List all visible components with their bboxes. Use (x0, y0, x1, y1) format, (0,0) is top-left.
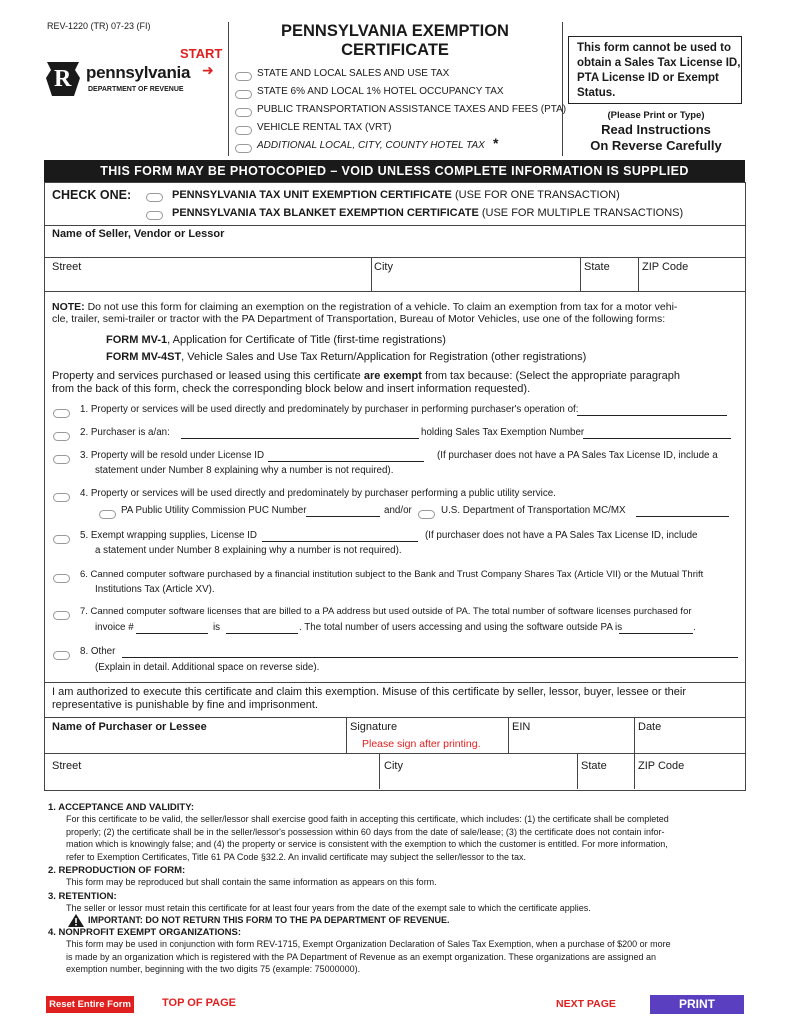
reset-form-button[interactable]: Reset Entire Form (46, 996, 134, 1013)
intro-text: from the back of this form, check the corresponding block below and insert information requested). (52, 383, 531, 395)
notice-line: obtain a Sales Tax License ID, (577, 57, 741, 69)
notice-text (577, 41, 740, 101)
unit-exemption-radio[interactable] (146, 193, 163, 202)
blanket-exemption-option (172, 207, 683, 219)
read-line: Read Instructions (601, 122, 711, 137)
warning-icon (68, 914, 84, 927)
instruction-4-body (48, 938, 748, 976)
seller-state-field[interactable] (584, 274, 636, 290)
purchaser-state-field[interactable] (581, 773, 631, 787)
divider (44, 717, 745, 718)
tax-option-local-hotel-radio[interactable] (235, 144, 252, 153)
divider (44, 257, 745, 258)
blanket-exemption-radio[interactable] (146, 211, 163, 220)
reason-2-purchaser-type-field[interactable] (181, 438, 419, 439)
signature-label: Signature (350, 721, 398, 733)
instruction-line: mation which is knowingly false; and (4) the property or service is consistent with the exemption to which the customer is entitled. For more information, (66, 839, 668, 849)
reason-4-puc-radio[interactable] (99, 510, 116, 519)
logo-dept: DEPARTMENT OF REVENUE (88, 86, 184, 93)
notice-line: This form cannot be used to (577, 42, 731, 54)
seller-state-label: State (584, 261, 610, 273)
reason-4-puc-field[interactable] (306, 516, 380, 517)
note-label: NOTE: (52, 301, 85, 313)
tax-option-pta-radio[interactable] (235, 108, 252, 117)
purchaser-zip-field[interactable] (638, 773, 742, 787)
reason-5-text: 5. Exempt wrapping supplies, License ID (80, 530, 257, 541)
instruction-line: exemption number, beginning with the two digits 75 (example: 75000000). (66, 964, 361, 974)
tax-option-label: STATE 6% AND LOCAL 1% HOTEL OCCUPANCY TAX (257, 86, 504, 97)
reason-3-radio[interactable] (53, 455, 70, 464)
instruction-line: refer to Exemption Certificates, Title 61 PA Code §32.2. An invalid certificate may subject the seller/lessor to the tax. (66, 851, 527, 862)
note-line: cle, trailer, semi-trailer or tractor with the PA Department of Transportation, Bureau of Motor Vehicles, use one of the following forms: (52, 313, 666, 325)
reason-7-users-field[interactable] (619, 633, 693, 634)
tax-option-sales-use-radio[interactable] (235, 72, 252, 81)
divider (577, 753, 578, 789)
option-rest: (USE FOR MULTIPLE TRANSACTIONS) (481, 207, 684, 219)
top-of-page-button[interactable]: TOP OF PAGE (162, 997, 236, 1009)
option-bold: PENNSYLVANIA TAX UNIT EXEMPTION CERTIFICATE (172, 189, 452, 201)
divider (346, 717, 347, 753)
instruction-line: This form may be used in conjunction with form REV-1715, Exempt Organization Declaration of Sales Tax Exemption, when a purchase of $200 or more (66, 939, 671, 949)
title-line-1: PENNSYLVANIA EXEMPTION (281, 22, 509, 40)
reason-2-text-b: holding Sales Tax Exemption Number (421, 427, 585, 438)
option-rest: (USE FOR ONE TRANSACTION) (454, 189, 620, 201)
reason-1-operation-field[interactable] (577, 415, 727, 416)
tax-option-label: ADDITIONAL LOCAL, CITY, COUNTY HOTEL TAX (257, 140, 485, 151)
reason-7-invoice-field[interactable] (136, 633, 208, 634)
reason-6-text-b: Institutions Tax (Article XV). (95, 584, 215, 595)
tax-option-label: VEHICLE RENTAL TAX (VRT) (257, 122, 392, 133)
divider (638, 257, 639, 291)
divider (371, 257, 372, 291)
reason-4-usdot-radio[interactable] (418, 510, 435, 519)
reason-2-exemption-number-field[interactable] (583, 438, 731, 439)
important-text: IMPORTANT: DO NOT RETURN THIS FORM TO THE PA DEPARTMENT OF REVENUE. (88, 915, 450, 926)
instruction-2-body: This form may be reproduced but shall contain the same information as appears on this form. (66, 877, 437, 887)
notice-line: PTA License ID or Exempt (577, 72, 719, 84)
reason-8-text-b: (Explain in detail. Additional space on reverse side). (95, 662, 320, 673)
notice-line: Status. (577, 87, 616, 99)
seller-name-label: Name of Seller, Vendor or Lessor (52, 228, 225, 240)
form-desc: , Vehicle Sales and Use Tax Return/Application for Registration (other registrations) (181, 351, 587, 363)
divider (44, 753, 745, 754)
seller-city-label: City (374, 261, 393, 273)
reason-2-text: 2. Purchaser is a/an: (80, 427, 170, 438)
divider (44, 291, 745, 292)
logo-name: pennsylvania (86, 63, 191, 82)
reason-3-text-b: (If purchaser does not have a PA Sales Tax License ID, include a (437, 450, 718, 461)
reason-1-radio[interactable] (53, 409, 70, 418)
reason-8-radio[interactable] (53, 651, 70, 660)
reason-1-text: 1. Property or services will be used directly and predominately by purchaser in performing purchaser's operation of: (80, 404, 579, 415)
seller-city-field[interactable] (374, 274, 578, 290)
print-button[interactable]: PRINT (650, 995, 744, 1014)
reason-7-is-label: is (213, 622, 221, 633)
form-mv4st (106, 351, 586, 363)
form-title (228, 22, 562, 60)
reason-6-text: 6. Canned computer software purchased by a financial institution subject to the Bank and Trust Company Shares Tax (Article VII) or the Mutual Thrift (80, 569, 704, 580)
reason-5-text-b: (If purchaser does not have a PA Sales Tax License ID, include (425, 530, 698, 541)
instruction-3-heading: 3. RETENTION: (48, 890, 117, 902)
instruction-1-heading: 1. ACCEPTANCE AND VALIDITY: (48, 802, 195, 813)
reason-4-usdot-field[interactable] (636, 516, 729, 517)
reason-4-usdot-label: U.S. Department of Transportation MC/MX (441, 505, 626, 516)
reason-7-text: 7. Canned computer software licenses that are billed to a PA address but used outside of PA. The total number of software licenses purchased for (80, 606, 692, 617)
reason-5-license-field[interactable] (262, 541, 418, 542)
reason-6-radio[interactable] (53, 574, 70, 583)
check-one-label: CHECK ONE: (52, 188, 132, 202)
reason-4-radio[interactable] (53, 493, 70, 502)
instruction-line: For this certificate to be valid, the seller/lessor shall exercise good faith in accepting this certificate, which includes: (1) the certificate shall be completed (66, 814, 669, 824)
divider (379, 753, 380, 789)
reason-7-period: . (693, 622, 696, 633)
read-instructions (562, 122, 750, 154)
instruction-3-body: The seller or lessor must retain this certificate for at least four years from the date of the exempt sale to which the certificate applies. (66, 902, 591, 913)
seller-street-field[interactable] (46, 274, 368, 290)
reason-2-radio[interactable] (53, 432, 70, 441)
ein-field[interactable] (512, 735, 632, 751)
divider (634, 717, 635, 753)
divider (508, 717, 509, 753)
sign-after-printing-note: Please sign after printing. (362, 738, 481, 750)
divider (580, 257, 581, 291)
divider (634, 753, 635, 789)
tax-option-label: PUBLIC TRANSPORTATION ASSISTANCE TAXES AND FEES (PTA) (257, 104, 567, 115)
print-type-note: (Please Print or Type) (607, 110, 705, 121)
authorization-line: I am authorized to execute this certificate and claim this exemption. Misuse of this certificate by seller, lessor, buyer, lessee or their (52, 686, 687, 698)
purchaser-zip-label: ZIP Code (638, 760, 685, 772)
option-bold: PENNSYLVANIA TAX BLANKET EXEMPTION CERTIFICATE (172, 207, 479, 219)
instruction-2-heading: 2. REPRODUCTION OF FORM: (48, 865, 186, 876)
reason-3-license-field[interactable] (268, 461, 424, 462)
read-line: On Reverse Carefully (590, 138, 722, 153)
reason-3-text-c: statement under Number 8 explaining why a number is not required). (95, 465, 394, 476)
reason-7-radio[interactable] (53, 611, 70, 620)
purchaser-city-field[interactable] (384, 773, 576, 787)
instruction-line: properly; (2) the certificate shall be in the seller/lessor's possession within 60 days from the date of sale/lease; (3) the certificate does not contain infor- (66, 826, 665, 837)
seller-zip-field[interactable] (642, 274, 742, 290)
asterisk: * (493, 135, 499, 151)
exempt-reason-intro (52, 370, 680, 396)
instruction-1-body (48, 813, 748, 863)
authorization-statement (52, 686, 686, 712)
tax-option-label: STATE AND LOCAL SALES AND USE TAX (257, 68, 450, 79)
divider (44, 682, 745, 683)
date-label: Date (638, 721, 662, 733)
seller-zip-label: ZIP Code (642, 261, 689, 273)
form-name: FORM MV-1 (106, 334, 168, 346)
arrow-right-icon: ➜ (202, 62, 214, 78)
title-line-2: CERTIFICATE (341, 41, 449, 59)
reason-7-licenses-field[interactable] (226, 633, 298, 634)
next-page-button[interactable]: NEXT PAGE (556, 998, 616, 1010)
purchaser-name-field[interactable] (46, 735, 344, 751)
purchaser-name-label: Name of Purchaser or Lessee (52, 721, 207, 733)
notice-box (568, 36, 742, 104)
form-desc: , Application for Certificate of Title (first-time registrations) (167, 334, 446, 346)
reason-5-radio[interactable] (53, 535, 70, 544)
instruction-4-heading: 4. NONPROFIT EXEMPT ORGANIZATIONS: (48, 927, 241, 938)
form-name: FORM MV-4ST (106, 351, 182, 363)
purchaser-state-label: State (581, 760, 607, 772)
start-label: START (180, 46, 223, 61)
reason-7-users-label: . The total number of users accessing and using the software outside PA is (299, 622, 623, 633)
reason-4-andor: and/or (384, 505, 412, 516)
divider (44, 225, 745, 226)
note-text (52, 301, 677, 325)
intro-text: Property and services purchased or leased using this certificate (52, 370, 361, 382)
note-line: Do not use this form for claiming an exemption on the registration of a vehicle. To claim an exemption from tax for a motor vehi- (87, 301, 678, 313)
intro-bold: are exempt (363, 370, 422, 382)
seller-name-field[interactable] (46, 242, 742, 256)
tax-option-vrt-radio[interactable] (235, 126, 252, 135)
form-mv1 (106, 334, 446, 346)
reason-7-invoice-label: invoice # (95, 622, 134, 633)
reason-3-text: 3. Property will be resold under License ID (80, 450, 265, 461)
instruction-3-important (48, 914, 748, 927)
date-field[interactable] (638, 735, 742, 751)
reason-5-text-c: a statement under Number 8 explaining why a number is not required). (95, 545, 402, 556)
reason-4-text: 4. Property or services will be used directly and predominately by purchaser performing a public utility service. (80, 488, 556, 499)
purchaser-city-label: City (384, 760, 403, 772)
reason-8-text: 8. Other (80, 646, 116, 657)
reason-8-other-field[interactable] (122, 657, 738, 658)
intro-text: from tax because: (Select the appropriate paragraph (425, 370, 680, 382)
instructions (48, 802, 748, 976)
authorization-line: representative is punishable by fine and imprisonment. (52, 699, 318, 711)
photocopy-banner: THIS FORM MAY BE PHOTOCOPIED – VOID UNLESS COMPLETE INFORMATION IS SUPPLIED (44, 160, 745, 182)
seller-street-label: Street (52, 261, 82, 273)
ein-label: EIN (512, 721, 531, 733)
unit-exemption-option (172, 189, 620, 201)
logo-letter: R (54, 66, 72, 92)
reason-4-puc-label: PA Public Utility Commission PUC Number (121, 505, 307, 516)
instruction-line: is made by an organization which is registered with the PA Department of Revenue as an exempt organization. These organizations are assigned an (66, 951, 657, 962)
purchaser-street-label: Street (52, 760, 82, 772)
purchaser-street-field[interactable] (46, 773, 376, 787)
form-code: REV-1220 (TR) 07-23 (FI) (47, 21, 151, 31)
tax-option-hotel-radio[interactable] (235, 90, 252, 99)
pa-logo (44, 60, 82, 98)
